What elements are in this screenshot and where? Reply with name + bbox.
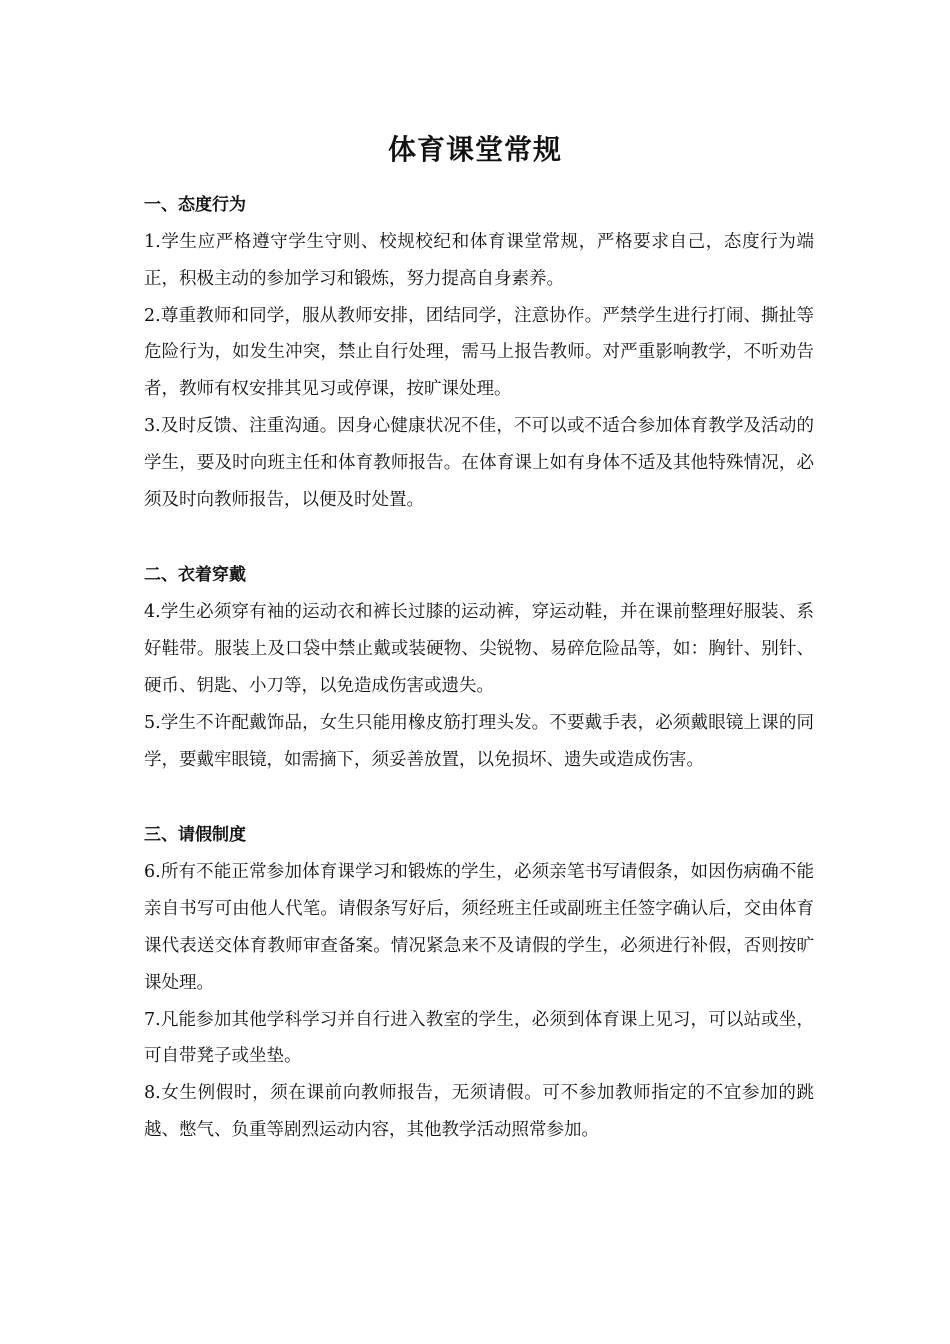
section-heading: 二、衣着穿戴 (144, 565, 246, 586)
section-heading: 一、态度行为 (144, 195, 246, 215)
section-leave (144, 816, 814, 1148)
rule-paragraph: 5.学生不许配戴饰品，女生只能用橡皮筋打理头发。不要戴手表，必须戴眼镜上课的同学，要戴牢眼镜，如需摘下，须妥善放置，以免损坏、遗失或造成伤害。 (144, 712, 814, 770)
rule-paragraph: 2.尊重教师和同学，服从教师安排，团结同学，注意协作。严禁学生进行打闹、撕扯等危险行为，如发生冲突，禁止自行处理，需马上报告教师。对严重影响教学，不听劝告者，教师有权安排其见习或停课，按旷课处理。 (144, 305, 814, 400)
rule-paragraph: 4.学生必须穿有袖的运动衣和裤长过膝的运动裤，穿运动鞋，并在课前整理好服装、系好鞋带。服装上及口袋中禁止戴或装硬物、尖锐物、易碎危险品等，如：胸针、别针、硬币、钥匙、小刀等，以免造成伤害或遗失。 (144, 602, 814, 696)
page-title: 体育课堂常规 (387, 133, 562, 166)
section-attire (144, 556, 814, 778)
rule-paragraph: 3.及时反馈、注重沟通。因身心健康状况不佳，不可以或不适合参加体育教学及活动的学生，要及时向班主任和体育教师报告。在体育课上如有身体不适及其他特殊情况，必须及时向教师报告，以便及时处置。 (144, 415, 814, 510)
rule-paragraph: 6.所有不能正常参加体育课学习和锻炼的学生，必须亲笔书写请假条，如因伤病确不能亲自书写可由他人代笔。请假条写好后，须经班主任或副班主任签字确认后，交由体育课代表送交体育教师审查备案。情况紧急来不及请假的学生，必须进行补假，否则按旷课处理。 (144, 862, 814, 993)
rule-paragraph: 7.凡能参加其他学科学习并自行进入教室的学生，必须到体育课上见习，可以站或坐，可自带凳子或坐垫。 (144, 1009, 814, 1067)
rule-paragraph: 1.学生应严格遵守学生守则、校规校纪和体育课堂常规，严格要求自己，态度行为端正，积极主动的参加学习和锻炼，努力提高自身素养。 (144, 232, 814, 289)
document-body (144, 186, 814, 1149)
section-heading: 三、请假制度 (144, 825, 246, 846)
rule-paragraph: 8.女生例假时，须在课前向教师报告，无须请假。可不参加教师指定的不宜参加的跳越、憋气、负重等剧烈运动内容，其他教学活动照常参加。 (144, 1083, 814, 1140)
section-attitude (144, 186, 814, 518)
